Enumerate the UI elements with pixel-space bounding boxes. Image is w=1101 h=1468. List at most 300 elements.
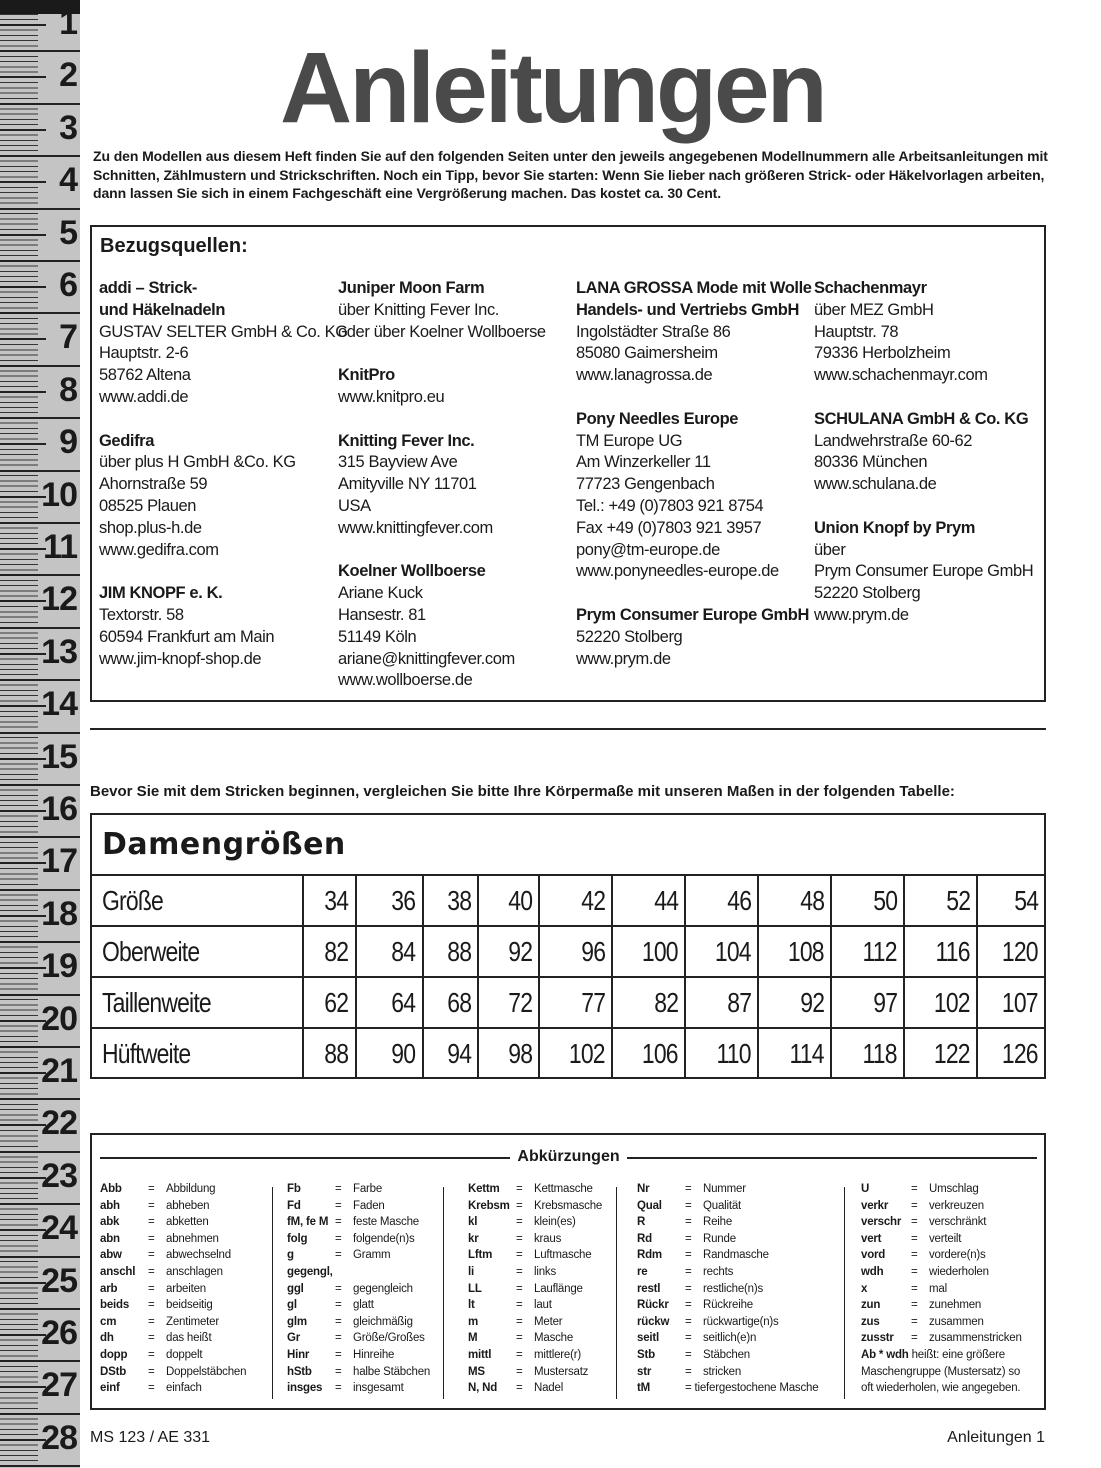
supplier-line: 60594 Frankfurt am Main	[99, 627, 275, 646]
equals-sign: =	[148, 1348, 155, 1361]
size-cell	[977, 977, 1044, 1028]
abbr-value: rückwartige(n)s	[703, 1315, 779, 1328]
equals-sign: =	[516, 1216, 523, 1229]
equals-sign: =	[685, 1265, 692, 1278]
size-cell	[539, 1028, 612, 1079]
equals-sign: =	[148, 1382, 155, 1395]
abbr-row	[100, 1281, 246, 1298]
size-cell-value: 122	[934, 1038, 970, 1069]
abbr-value: Größe/Großes	[353, 1332, 425, 1345]
supplier-line: über	[814, 540, 846, 559]
abbr-value: stricken	[703, 1365, 742, 1378]
supplier-line: Am Winzerkeller 11	[576, 453, 711, 472]
abbr-key: tM	[637, 1382, 651, 1395]
ruler-number: 10	[41, 475, 77, 514]
supplier-line: Hauptstr. 78	[814, 322, 899, 341]
abbr-value: abnehmen	[166, 1232, 219, 1245]
abbr-row	[637, 1198, 818, 1215]
equals-sign: =	[685, 1348, 692, 1361]
abbr-value: zusammenstricken	[929, 1332, 1022, 1345]
equals-sign: =	[335, 1332, 342, 1345]
abbr-key: anschl	[100, 1265, 136, 1278]
supplier-line: GUSTAV SELTER GmbH & Co. KG	[99, 322, 348, 341]
abbr-value: glatt	[353, 1299, 374, 1312]
ruler-number: 26	[41, 1314, 77, 1352]
ruler-number: 13	[41, 632, 77, 671]
abbr-value: zunehmen	[929, 1299, 982, 1312]
equals-sign: =	[516, 1332, 523, 1345]
ruler-segment	[0, 0, 80, 52]
supplier-name: JIM KNOPF e. K.	[99, 584, 223, 603]
size-cell	[478, 977, 539, 1028]
equals-sign: =	[516, 1265, 523, 1278]
size-cell-value: 52	[946, 884, 970, 916]
equals-sign: =	[148, 1216, 155, 1229]
supplier-entry	[576, 278, 812, 387]
supplier-line: www.jim-knopf-shop.de	[99, 649, 262, 668]
ruler-half-mark	[0, 758, 46, 760]
abbr-row	[637, 1264, 818, 1281]
abbr-row	[100, 1264, 246, 1281]
abbr-row	[287, 1214, 430, 1231]
size-cell	[478, 926, 539, 977]
ruler-segment	[0, 157, 80, 209]
size-cell-value: 106	[642, 1038, 679, 1069]
supplier-line: 315 Bayview Ave	[338, 453, 458, 472]
abbr-row	[468, 1314, 602, 1331]
abbr-row	[637, 1330, 818, 1347]
ruler-number: 22	[41, 1104, 77, 1143]
supplier-line: www.lanagrossa.de	[576, 366, 713, 385]
abbr-note	[861, 1347, 1022, 1364]
equals-sign: =	[685, 1365, 692, 1378]
ruler-half-mark	[0, 915, 46, 917]
ruler-number: 15	[41, 737, 77, 776]
size-cell-value: 110	[716, 1038, 752, 1069]
supplier-line: 80336 München	[814, 453, 928, 472]
ruler-number: 7	[59, 318, 77, 357]
size-cell	[539, 926, 612, 977]
supplier-name: Schachenmayr	[814, 279, 927, 297]
size-cell	[758, 1028, 831, 1079]
supplier-name: und Häkelnadeln	[99, 300, 226, 319]
abbr-row	[100, 1181, 246, 1198]
abbr-value: klein(es)	[534, 1216, 576, 1229]
supplier-line: TM Europe UG	[576, 431, 683, 450]
abbr-key: x	[861, 1282, 868, 1295]
abbr-key: restl	[637, 1282, 661, 1295]
equals-sign: =	[685, 1282, 692, 1295]
ruler-half-mark	[0, 1282, 46, 1284]
ruler-half-mark	[0, 1334, 46, 1336]
ruler-half-mark	[0, 600, 46, 602]
size-cell-value: 54	[1014, 884, 1038, 916]
abbr-key: cm	[100, 1315, 117, 1328]
abbr-value: Masche	[534, 1332, 574, 1345]
size-cell	[758, 875, 831, 926]
abbr-row	[287, 1314, 430, 1331]
abbr-key: Hinr	[287, 1348, 310, 1361]
abbr-column	[468, 1181, 602, 1397]
supplier-name: Gedifra	[99, 431, 154, 450]
ruler-half-mark	[0, 286, 46, 288]
abbr-value: beidseitig	[166, 1299, 213, 1312]
supplier-line: 52220 Stolberg	[814, 584, 921, 603]
size-cell-value: 42	[581, 884, 606, 916]
abbr-value: Hinreihe	[353, 1348, 395, 1361]
abbr-value: verkreuzen	[929, 1199, 984, 1212]
ruler-segment	[0, 891, 80, 943]
ruler-half-mark	[0, 338, 46, 340]
abbr-key: DStb	[100, 1365, 127, 1378]
supplier-entry	[99, 431, 348, 562]
supplier-line: www.prym.de	[814, 605, 909, 624]
size-cell	[831, 977, 904, 1028]
abbr-value: folgende(n)s	[353, 1232, 415, 1245]
equals-sign: =	[148, 1299, 155, 1312]
supplier-line: www.prym.de	[576, 649, 671, 668]
supplier-line: 52220 Stolberg	[576, 627, 683, 646]
size-cell	[904, 977, 977, 1028]
abbr-value: halbe Stäbchen	[353, 1365, 431, 1378]
equals-sign: =	[148, 1332, 155, 1345]
size-row-label-text: Größe	[102, 884, 163, 916]
supplier-line: www.knitpro.eu	[338, 387, 445, 406]
abbr-row	[100, 1231, 246, 1248]
abbr-value: wiederholen	[929, 1265, 989, 1278]
supplier-line: Landwehrstraße 60-62	[814, 431, 973, 450]
size-row-label-text: Hüftweite	[102, 1038, 191, 1069]
footer-right: Anleitungen 1	[947, 1429, 1045, 1446]
equals-sign: =	[685, 1332, 692, 1345]
abbr-value: Lauflänge	[534, 1282, 583, 1295]
abbr-value: rechts	[703, 1265, 734, 1278]
ruler-segment	[0, 734, 80, 786]
ruler-half-mark	[0, 705, 46, 707]
abbr-key: mittl	[468, 1348, 492, 1361]
abbr-key: rückw	[637, 1315, 670, 1328]
abbr-row	[287, 1330, 430, 1347]
supplier-line: www.schulana.de	[814, 475, 937, 494]
equals-sign: =	[516, 1183, 523, 1195]
abbr-row	[637, 1364, 818, 1381]
size-cell	[356, 875, 423, 926]
size-row	[92, 875, 1044, 926]
supplier-name: addi – Strick-	[99, 279, 198, 297]
ruler-half-mark	[0, 129, 46, 131]
supplier-line: 79336 Herbolzheim	[814, 344, 951, 363]
abkuerzungen-title: Abkürzungen	[517, 1148, 620, 1165]
size-cell	[831, 926, 904, 977]
ruler-number: 1	[59, 4, 77, 42]
abbr-row	[861, 1264, 1022, 1281]
abbr-value: abwechselnd	[166, 1249, 231, 1262]
size-cell-value: 114	[789, 1038, 825, 1069]
abbr-row	[468, 1264, 602, 1281]
supplier-entry	[99, 583, 348, 670]
abbr-value: Doppelstäbchen	[166, 1365, 247, 1378]
equals-sign: =	[148, 1232, 155, 1245]
ruler-number: 8	[59, 370, 77, 409]
abbr-value: Farbe	[353, 1183, 383, 1195]
size-cell	[904, 1028, 977, 1079]
size-cell	[539, 977, 612, 1028]
abbr-value: Stäbchen	[703, 1348, 750, 1361]
supplier-entry	[338, 431, 546, 540]
abbr-row	[100, 1214, 246, 1231]
supplier-line: www.knittingfever.com	[338, 518, 493, 537]
abbr-value: gegengleich	[353, 1282, 413, 1295]
abbr-key: MS	[468, 1365, 485, 1378]
supplier-entry	[338, 561, 546, 692]
size-table-box	[90, 813, 1046, 1079]
abbr-value: Runde	[703, 1232, 736, 1245]
ruler-number: 16	[41, 790, 77, 828]
equals-sign: =	[335, 1199, 342, 1212]
ruler-half-mark	[0, 1229, 46, 1231]
equals-sign: =	[911, 1332, 918, 1345]
size-cell	[977, 1028, 1044, 1079]
size-cell	[423, 875, 479, 926]
abbr-key: kl	[468, 1216, 478, 1229]
abbr-value: restliche(n)s	[703, 1282, 764, 1295]
supplier-line: www.schachenmayr.com	[814, 366, 988, 385]
supplier-line: Prym Consumer Europe GmbH	[814, 562, 1034, 581]
abbr-value: Rückreihe	[703, 1299, 753, 1312]
abbr-key: Rd	[637, 1232, 652, 1245]
size-cell	[612, 977, 685, 1028]
equals-sign: =	[148, 1265, 155, 1278]
equals-sign: =	[685, 1249, 692, 1262]
size-cell-value: 112	[862, 935, 897, 967]
size-cell-value: 120	[1002, 935, 1038, 967]
ruler-segment	[0, 838, 80, 890]
abbr-row	[100, 1364, 246, 1381]
equals-sign: =	[685, 1232, 692, 1245]
ruler-segment	[0, 1415, 80, 1467]
ruler-number: 25	[41, 1261, 77, 1300]
size-cell-value: 96	[581, 935, 606, 967]
ruler-segment	[0, 524, 80, 576]
abbr-row	[468, 1181, 602, 1198]
abbr-key: str	[637, 1365, 652, 1378]
size-cell-value: 94	[447, 1038, 472, 1069]
supplier-line: Ahornstraße 59	[99, 475, 208, 494]
column-divider	[844, 1187, 845, 1399]
supplier-entry	[338, 365, 546, 409]
supplier-line: www.gedifra.com	[99, 540, 219, 559]
abbr-key: vord	[861, 1249, 886, 1262]
abbr-value: vordere(n)s	[929, 1249, 986, 1262]
size-cell-value: 64	[391, 986, 416, 1018]
ruler-number: 11	[43, 528, 77, 566]
abbr-key: N, Nd	[468, 1382, 498, 1395]
supplier-line: 85080 Gaimersheim	[576, 344, 718, 363]
size-cell-value: 87	[727, 986, 752, 1018]
abbr-key: Lftm	[468, 1249, 493, 1262]
size-cell	[904, 875, 977, 926]
supplier-name: Knitting Fever Inc.	[338, 431, 475, 450]
abbr-row	[861, 1314, 1022, 1331]
size-cell-value: 104	[715, 935, 752, 967]
title-rule-left	[100, 1157, 510, 1159]
ruler-half-mark	[0, 496, 46, 498]
abbr-key: fM, fe M	[287, 1216, 329, 1229]
equals-sign: =	[911, 1265, 918, 1278]
abbr-column	[861, 1181, 1022, 1397]
size-cell-value: 46	[727, 884, 752, 916]
abbr-row	[861, 1247, 1022, 1264]
abbr-key: folg	[287, 1232, 308, 1245]
ruler-half-mark	[0, 443, 46, 445]
abbr-key: Stb	[637, 1348, 655, 1361]
size-cell-value: 48	[800, 884, 825, 916]
abbr-row	[287, 1380, 430, 1397]
abbr-key: vert	[861, 1232, 882, 1245]
size-cell-value: 88	[447, 935, 472, 967]
bezugsquellen-box	[90, 225, 1046, 702]
ruler-segment	[0, 629, 80, 681]
column-divider	[616, 1187, 617, 1399]
ruler-number: 23	[41, 1156, 77, 1195]
equals-sign: =	[516, 1299, 523, 1312]
abbr-key: abn	[100, 1232, 120, 1245]
abbr-row	[468, 1380, 602, 1397]
abbr-value: einfach	[166, 1382, 202, 1395]
size-cell	[356, 926, 423, 977]
ruler-number: 19	[41, 947, 77, 986]
abbr-row	[468, 1364, 602, 1381]
abbr-row	[468, 1231, 602, 1248]
ruler-number: 6	[59, 266, 77, 304]
abbr-value: Mustersatz	[534, 1365, 589, 1378]
ruler-segment	[0, 210, 80, 262]
abbr-note-key: Ab * wdh	[861, 1348, 909, 1361]
supplier-line: Amityville NY 11701	[338, 475, 477, 494]
abbr-key: U	[861, 1183, 870, 1195]
abbr-key: Gr	[287, 1332, 301, 1345]
supplier-line: pony@tm-europe.de	[576, 540, 720, 559]
size-cell-value: 97	[873, 986, 897, 1018]
equals-sign: =	[516, 1199, 523, 1212]
size-cell	[685, 1028, 758, 1079]
ruler-half-mark	[0, 1177, 46, 1179]
ruler-segment	[0, 1362, 80, 1414]
abbr-value: Meter	[534, 1315, 563, 1328]
supplier-line: Fax +49 (0)7803 921 3957	[576, 518, 762, 537]
size-cell-value: 116	[935, 935, 970, 967]
size-table-title: Damengrößen	[102, 827, 346, 862]
abbr-row	[861, 1198, 1022, 1215]
abbr-row	[468, 1214, 602, 1231]
abbr-row	[637, 1214, 818, 1231]
abbr-key: re	[637, 1265, 648, 1278]
equals-sign: =	[516, 1315, 523, 1328]
equals-sign: =	[516, 1232, 523, 1245]
ruler-segment	[0, 419, 80, 471]
size-cell-value: 77	[581, 986, 606, 1018]
abbr-value: Abbildung	[166, 1183, 216, 1195]
supplier-entry	[576, 409, 812, 583]
equals-sign: =	[911, 1315, 918, 1328]
size-row-label	[92, 875, 303, 926]
size-cell	[539, 875, 612, 926]
supplier-line: Tel.: +49 (0)7803 921 8754	[576, 496, 764, 515]
abbr-row	[861, 1330, 1022, 1347]
supplier-line: www.addi.de	[99, 387, 189, 406]
size-cell-value: 82	[654, 986, 679, 1018]
equals-sign: =	[685, 1299, 692, 1312]
abbr-row	[861, 1181, 1022, 1198]
abbr-row	[637, 1347, 818, 1364]
ruler-segment	[0, 1310, 80, 1362]
supplier-name: Juniper Moon Farm	[338, 279, 485, 297]
equals-sign: =	[685, 1216, 692, 1229]
abbr-row	[637, 1281, 818, 1298]
size-cell-value: 90	[391, 1038, 416, 1069]
abbr-key: Kettm	[468, 1183, 500, 1195]
size-cell	[758, 977, 831, 1028]
abbr-row	[468, 1247, 602, 1264]
abbr-column	[287, 1181, 430, 1397]
separator-line	[90, 728, 1046, 730]
ruler-segment	[0, 996, 80, 1048]
supplier-line: über MEZ GmbH	[814, 300, 934, 319]
size-row-label-text: Oberweite	[102, 935, 200, 967]
abbr-row	[861, 1231, 1022, 1248]
abbr-value: Randmasche	[703, 1249, 769, 1262]
abbr-row	[637, 1247, 818, 1264]
abbr-value: seitlich(e)n	[703, 1332, 757, 1345]
abbr-value: Nummer	[703, 1183, 746, 1195]
size-row	[92, 977, 1044, 1028]
size-row	[92, 1028, 1044, 1079]
abbr-key: einf	[100, 1382, 120, 1395]
bezugsquellen-column	[576, 278, 812, 692]
column-divider	[443, 1187, 444, 1399]
ruler-segment	[0, 681, 80, 733]
equals-sign: =	[685, 1199, 692, 1212]
size-cell	[831, 875, 904, 926]
ruler-half-mark	[0, 810, 46, 812]
abbr-value: Reihe	[703, 1216, 733, 1229]
abbr-value: abheben	[166, 1199, 210, 1212]
abbr-row	[637, 1231, 818, 1248]
supplier-line: 08525 Plauen	[99, 496, 197, 515]
ruler-number: 20	[41, 999, 77, 1038]
equals-sign: =	[911, 1232, 918, 1245]
abbr-row	[287, 1231, 430, 1248]
abbr-key: Fd	[287, 1199, 301, 1212]
abbr-key: gegengl,	[287, 1265, 333, 1278]
supplier-entry	[99, 278, 348, 409]
equals-sign: =	[148, 1315, 155, 1328]
abbr-row	[861, 1297, 1022, 1314]
size-cell	[303, 926, 356, 977]
intro-text: Zu den Modellen aus diesem Heft finden Sie auf den folgenden Seiten unter den jeweils angegebenen Modellnummern alle Arbeitsanleitungen mit Schnitten, Zählmustern und Strickschriften. Noch ein Tipp, bevor Sie starten: Wenn Sie lieber nach größeren Strick- oder Häkelvorlagen arbeiten, dann lassen Sie sich in einem Fachgeschäft eine Vergrößerung machen. Das kostet ca. 30 Cent.	[93, 148, 1048, 201]
abbr-value: laut	[534, 1299, 552, 1312]
abbr-key: Qual	[637, 1199, 662, 1212]
supplier-name: Koelner Wollboerse	[338, 562, 486, 581]
footer-left: MS 123 / AE 331	[90, 1429, 211, 1446]
ruler-half-mark	[0, 1439, 46, 1441]
bezugsquellen-column	[99, 278, 348, 692]
size-cell-value: 92	[800, 986, 825, 1018]
ruler-segment	[0, 786, 80, 838]
supplier-line: Ariane Kuck	[338, 584, 423, 603]
abbr-key: Nr	[637, 1183, 650, 1195]
ruler-segment	[0, 1205, 80, 1257]
